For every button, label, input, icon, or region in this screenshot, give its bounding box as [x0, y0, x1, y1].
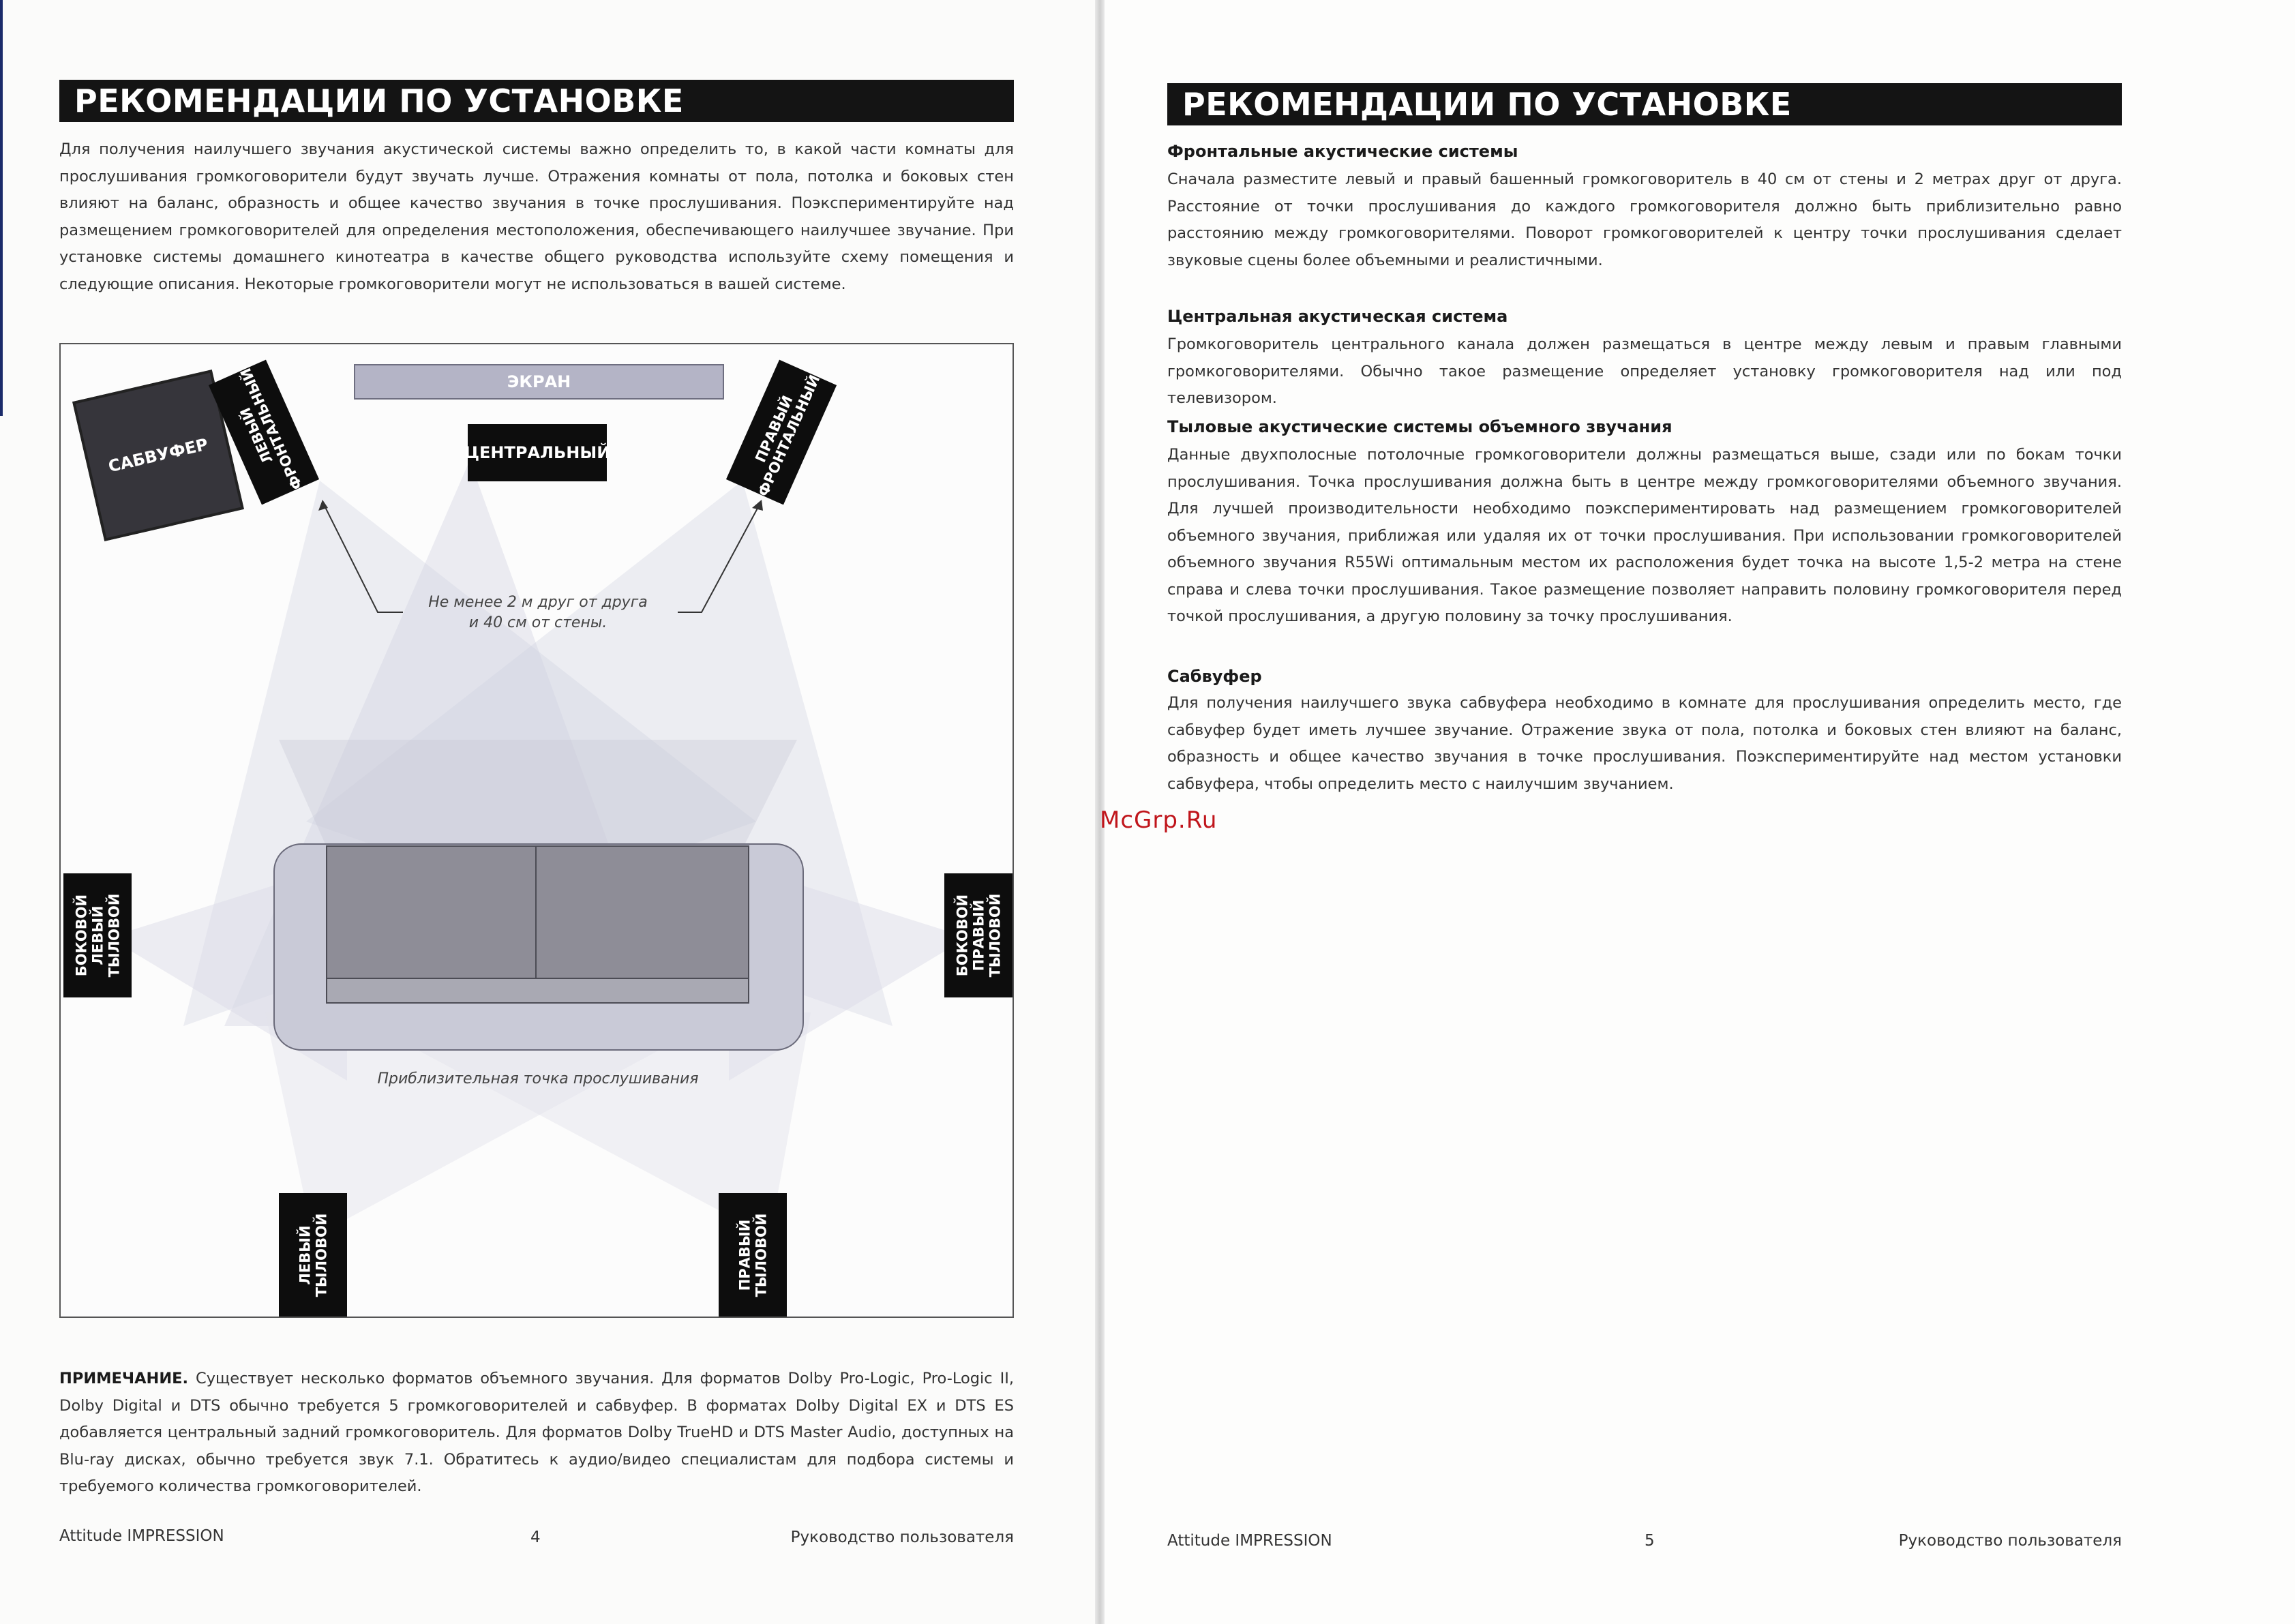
right-page-number: 5 [1645, 1532, 1655, 1550]
left-footer-brand: Attitude IMPRESSION [59, 1527, 224, 1545]
right-page-title: РЕКОМЕНДАЦИИ ПО УСТАНОВКЕ [1167, 83, 2122, 125]
section-text-front: Сначала разместите левый и правый башенный громкоговоритель в 40 см от стены и 2 метрах друг от друга. Расстояние от точки прослушивания до каждого громкоговорителя должно быть приблизительно равно расстоянию между громкоговорителями. Поворот громкоговорителей к центру точки прослушивания сделает звуковые сцены более объемными и реалистичными. [1167, 170, 2122, 269]
left-page [0, 0, 1098, 1624]
section-text-center: Громкоговоритель центрального канала должен размещаться в центре между левым и правым главными громкоговорителями. Обычно такое размещение определяет установку громкоговорителя над или под телевизором. [1167, 335, 2122, 407]
speaker-placement-diagram [59, 343, 1014, 1318]
rear-left-speaker [279, 1193, 347, 1317]
note-label: ПРИМЕЧАНИЕ. [59, 1370, 189, 1387]
right-footer-brand: Attitude IMPRESSION [1167, 1532, 1332, 1550]
front-right-label: ПРАВЫЙ ФРОНТАЛЬНЫЙ [751, 372, 824, 499]
left-intro-paragraph: Для получения наилучшего звучания акустической системы важно определить то, в какой части комнаты для прослушивания громкоговорители будут звучать лучше. Отражения комнаты от пола, потолка и боковых стен влияют на баланс, образность и общее качество звучания в точке прослушивания. Поэкспериментируйте над размещением громкоговорителей для определения местоположения, обеспечивающего наилучшее звучание. При установке системы домашнего кинотеатра в качестве общего руководства используйте схему помещения и следующие описания. Некоторые громкоговорители могут не использоваться в вашей системе. [59, 140, 1014, 293]
right-footer-manual: Руководство пользователя [1898, 1532, 2122, 1550]
screen: ЭКРАН [354, 364, 724, 400]
section-heading-surround: Тыловые акустические системы объемного звучания [1167, 417, 1672, 436]
watermark: McGrp.Ru [1100, 807, 1218, 834]
arrow-right-head [752, 500, 763, 511]
center-speaker: ЦЕНТРАЛЬНЫЙ [468, 424, 607, 481]
subwoofer-box: САБВУФЕР [72, 370, 244, 541]
left-footer-manual: Руководство пользователя [790, 1529, 1014, 1546]
left-page-number: 4 [530, 1529, 541, 1546]
side-right-rear-speaker [944, 873, 1012, 997]
section-text-subwoofer: Для получения наилучшего звука сабвуфера необходимо в комнате для прослушивания определить место, где сабвуфер будет иметь лучшее звучание. Отражение звука от пола, потолка и боковых стен влияют на баланс, образность и общее качество звучания в точке прослушивания. Поэкспериментируйте над местом установки сабвуфера, чтобы определить место с наилучшим звучанием. [1167, 694, 2122, 793]
distance-note [388, 592, 688, 633]
rear-right-label: ПРАВЫЙ ТЫЛОВОЙ [736, 1213, 769, 1297]
section-heading-front: Фронтальные акустические системы [1167, 142, 1518, 161]
section-heading-subwoofer: Сабвуфер [1167, 667, 1262, 686]
right-page [1100, 0, 2295, 1624]
rear-left-label: ЛЕВЫЙ ТЫЛОВОЙ [297, 1213, 329, 1297]
page-edge-strip [0, 0, 3, 416]
front-left-label: ЛЕВЫЙ ФРОНТАЛЬНЫЙ [237, 365, 306, 492]
distance-note-line2: и 40 см от стены. [468, 614, 608, 631]
side-left-rear-label: БОКОВОЙ ЛЕВЫЙ ТЫЛОВОЙ [73, 893, 122, 978]
distance-note-line1: Не менее 2 м друг от друга [428, 594, 648, 611]
left-page-title: РЕКОМЕНДАЦИИ ПО УСТАНОВКЕ [59, 80, 1014, 122]
side-left-rear-speaker [63, 873, 132, 997]
section-text-surround: Данные двухполосные потолочные громкоговорители должны размещаться выше, сзади или по бокам точки прослушивания. Точка прослушивания должна быть в центре между громкоговорителями объемного звучания. Для лучшей производительности необходимо поэкспериментировать над размещением громкоговорителей объемного звучания, приближая или удаляя их от точки прослушивания. При использовании громкоговорителей объемного звучания R55Wi оптимальным местом их расположения будет точка на высоте 1,5-2 метра на стене справа и слева точки прослушивания. Такое размещение позволяет направить половину громкоговорителя перед точкой прослушивания, а другую половину за точку прослушивания. [1167, 446, 2122, 625]
side-right-rear-label: БОКОВОЙ ПРАВЫЙ ТЫЛОВОЙ [954, 893, 1003, 978]
listening-point-label: Приблизительная точка прослушивания [377, 1070, 699, 1087]
couch-cushion-front [327, 978, 749, 1003]
surround-note [59, 1366, 1014, 1501]
section-heading-center: Центральная акустическая система [1167, 307, 1508, 326]
rear-right-speaker [719, 1193, 787, 1317]
note-text: Существует несколько форматов объемного звучания. Для форматов Dolby Pro-Logic, Pro-Logic II, Dolby Digital и DTS обычно требуется 5 громкоговорителей и сабвуфер. В форматах Dolby Digital EX и DTS ES добавляется центральный задний громкоговоритель. Для форматов Dolby TrueHD и DTS Master Audio, доступных на Blu-ray дисках, обычно требуется звук 7.1. Обратитесь к аудио/видео специалистам для подбора системы и требуемого количества громкоговорителей. [59, 1370, 1014, 1495]
